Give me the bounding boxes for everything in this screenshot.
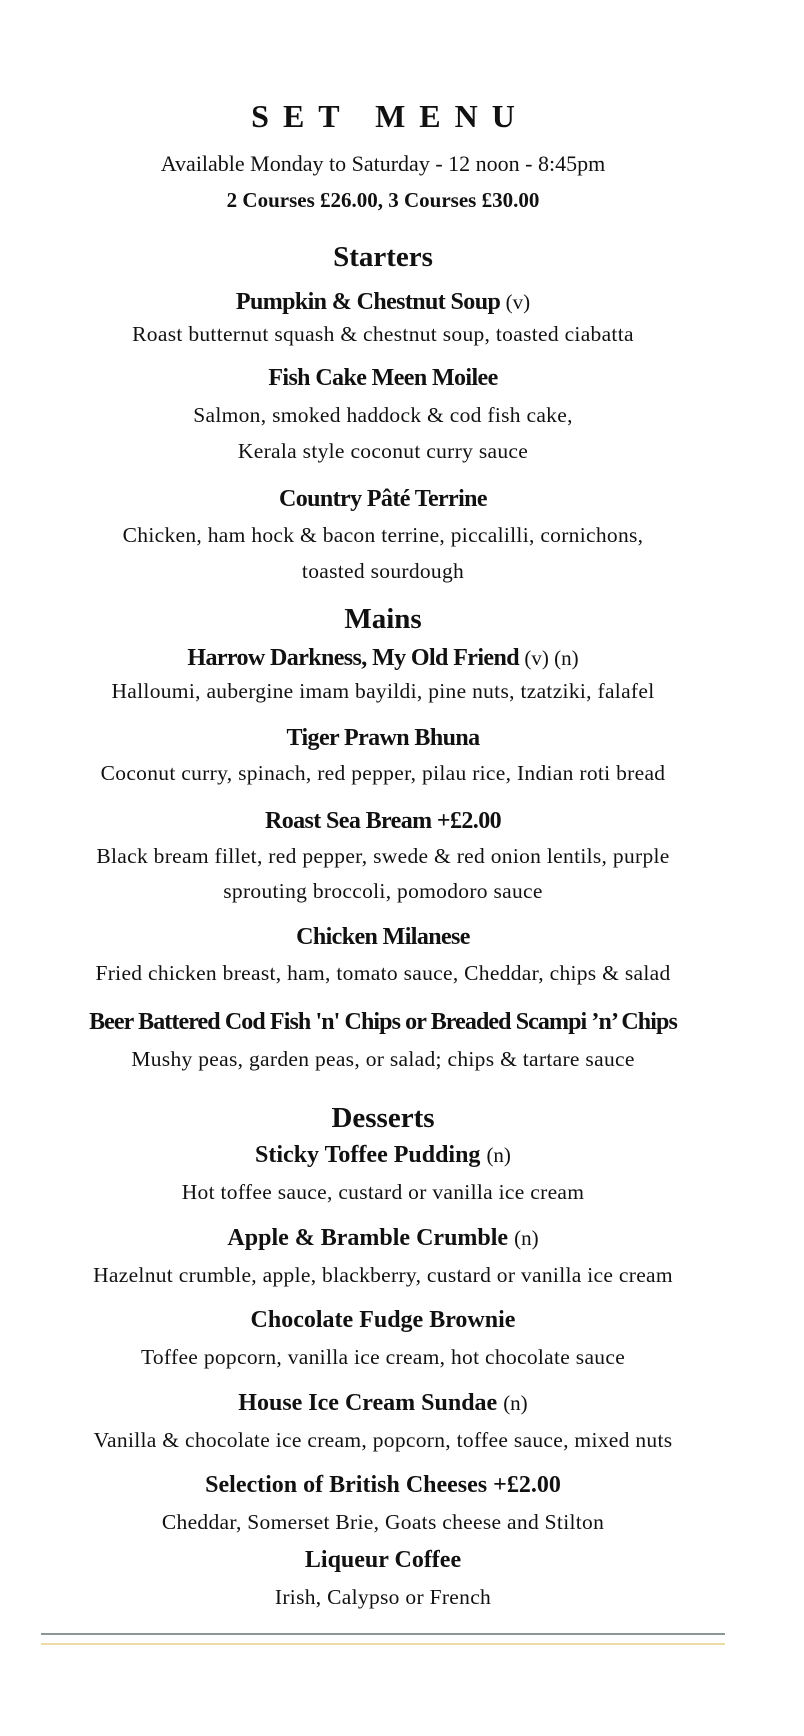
menu-item-title bbox=[41, 366, 725, 390]
dietary-tag: (n) bbox=[486, 1143, 511, 1167]
dish-name: Apple & Bramble Crumble bbox=[227, 1225, 509, 1251]
menu-item-title bbox=[41, 1548, 725, 1572]
dish-description: Hazelnut crumble, apple, blackberry, custard or vanilla ice cream bbox=[93, 1263, 673, 1287]
course-pricing: 2 Courses £26.00, 3 Courses £30.00 bbox=[226, 188, 540, 212]
dish-description: toasted sourdough bbox=[301, 559, 465, 583]
menu-item-title bbox=[41, 1473, 725, 1497]
dish-description: Fried chicken breast, ham, tomato sauce, Cheddar, chips & salad bbox=[95, 961, 671, 985]
dish-description: Mushy peas, garden peas, or salad; chips & tartare sauce bbox=[131, 1047, 635, 1071]
menu-item-title bbox=[41, 1308, 725, 1332]
menu-item-title bbox=[41, 1143, 725, 1167]
dietary-tag: (n) bbox=[514, 1226, 539, 1250]
availability-text: Available Monday to Saturday - 12 noon - 8:45pm bbox=[160, 151, 606, 176]
menu-item-title bbox=[41, 925, 725, 949]
dish-description: Cheddar, Somerset Brie, Goats cheese and Stilton bbox=[161, 1510, 605, 1534]
dish-name: House Ice Cream Sundae bbox=[238, 1390, 498, 1416]
dish-description: Kerala style coconut curry sauce bbox=[237, 439, 529, 463]
dish-description: Roast butternut squash & chestnut soup, toasted ciabatta bbox=[132, 322, 634, 346]
dish-description: Black bream fillet, red pepper, swede & red onion lentils, purple bbox=[96, 844, 670, 868]
menu-item-title bbox=[41, 726, 725, 750]
menu-item-title bbox=[41, 1226, 725, 1250]
dish-description: Toffee popcorn, vanilla ice cream, hot chocolate sauce bbox=[140, 1345, 626, 1369]
dietary-tag: (n) bbox=[503, 1391, 528, 1415]
dish-name: Roast Sea Bream +£2.00 bbox=[264, 808, 501, 834]
dish-description: Vanilla & chocolate ice cream, popcorn, toffee sauce, mixed nuts bbox=[93, 1428, 673, 1452]
dish-name: Harrow Darkness, My Old Friend bbox=[187, 645, 519, 671]
menu-title: SET MENU bbox=[251, 98, 529, 134]
dish-name: Country Pâté Terrine bbox=[279, 486, 487, 512]
dish-name: Sticky Toffee Pudding bbox=[255, 1142, 481, 1168]
dish-name: Beer Battered Cod Fish 'n' Chips or Breaded Scampi ’n’ Chips bbox=[89, 1009, 677, 1035]
section-heading-starters: Starters bbox=[333, 241, 433, 273]
dish-description: Salmon, smoked haddock & cod fish cake, bbox=[193, 403, 573, 427]
section-heading-mains: Mains bbox=[344, 603, 422, 635]
dish-name: Selection of British Cheeses +£2.00 bbox=[205, 1472, 561, 1498]
section-heading-desserts: Desserts bbox=[331, 1102, 435, 1134]
dish-name: Tiger Prawn Bhuna bbox=[286, 725, 480, 751]
dish-name: Fish Cake Meen Moilee bbox=[268, 365, 498, 391]
menu-item-title bbox=[41, 1391, 725, 1415]
dish-description: Halloumi, aubergine imam bayildi, pine nuts, tzatziki, falafel bbox=[111, 679, 655, 703]
dish-name: Pumpkin & Chestnut Soup bbox=[235, 289, 501, 315]
dish-name: Chicken Milanese bbox=[296, 924, 470, 950]
menu-item-title bbox=[41, 809, 725, 833]
menu-item-title bbox=[41, 1010, 725, 1034]
dish-name: Liqueur Coffee bbox=[304, 1547, 462, 1573]
dish-description: sprouting broccoli, pomodoro sauce bbox=[223, 879, 543, 903]
footer-divider-grey bbox=[41, 1633, 725, 1635]
dietary-tag: (v) (n) bbox=[524, 646, 579, 670]
menu-item-title bbox=[41, 487, 725, 511]
menu-item-title bbox=[41, 646, 725, 670]
dish-description: Hot toffee sauce, custard or vanilla ice cream bbox=[181, 1180, 585, 1204]
dish-description: Irish, Calypso or French bbox=[274, 1585, 492, 1609]
footer-divider-gold bbox=[41, 1643, 725, 1645]
dish-description: Chicken, ham hock & bacon terrine, piccalilli, cornichons, bbox=[122, 523, 644, 547]
dish-description: Coconut curry, spinach, red pepper, pilau rice, Indian roti bread bbox=[100, 761, 666, 785]
menu-item-title bbox=[41, 290, 725, 314]
dish-name: Chocolate Fudge Brownie bbox=[250, 1307, 516, 1333]
dietary-tag: (v) bbox=[505, 290, 531, 314]
menu-page bbox=[41, 0, 725, 1736]
